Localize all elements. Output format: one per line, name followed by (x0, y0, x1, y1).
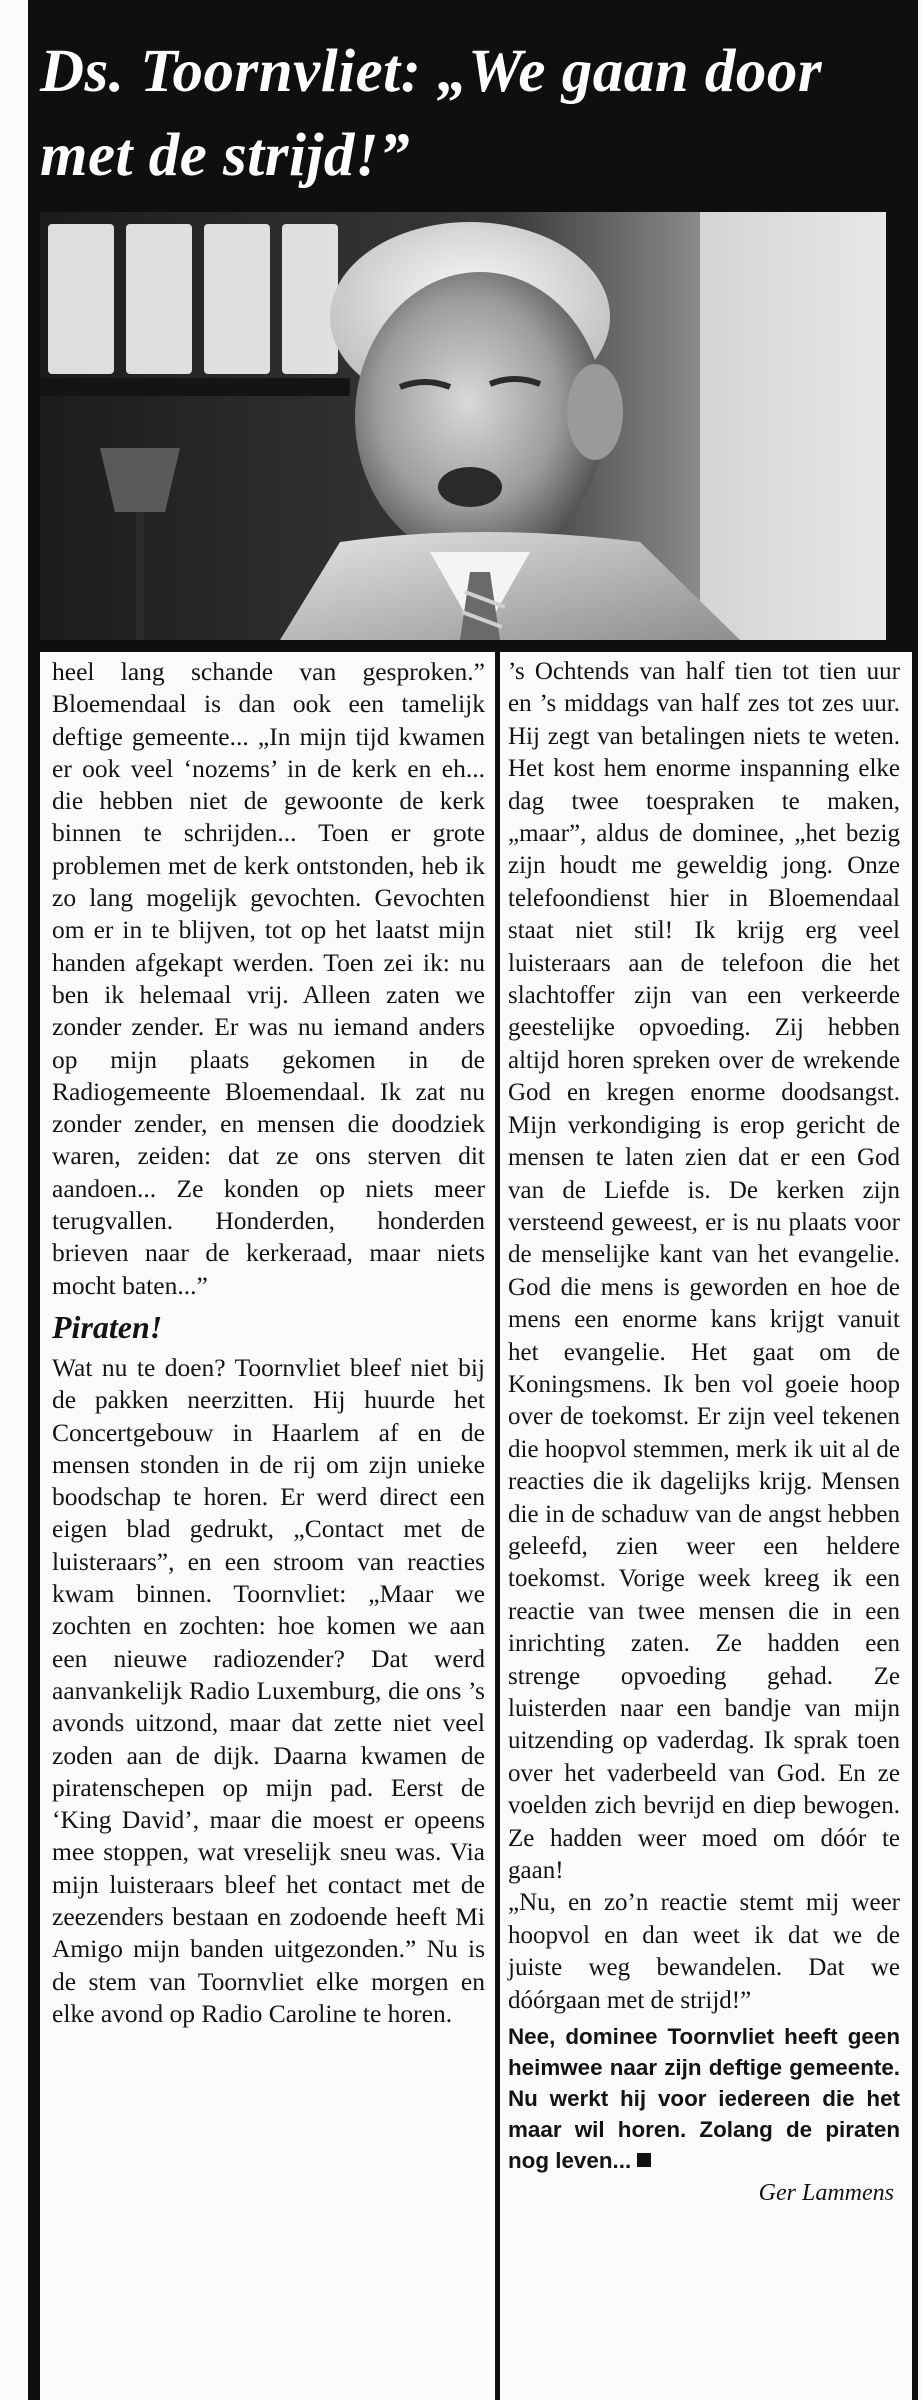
article-headline: Ds. Toornvliet: „We gaan door met de strijd!” (40, 38, 823, 189)
closing-paragraph (508, 2021, 900, 2176)
author-byline: Ger Lammens (758, 2180, 894, 2207)
subheading: Piraten! (52, 1308, 163, 1345)
article-body-text-right: ’s Ochtends van half tien tot tien uur en ’s middags van half zes tot zes uur. Hij zegt van betalingen niets te weten. Het kost hem enorme inspanning elke dag twee toespraken te maken, „maar”, aldus de dominee, „het bezig zijn houdt me geweldig jong. Onze telefoondienst hier in Bloemendaal staat niet stil! Ik krijg erg veel luisteraars aan de telefoon die het slachtoffer zijn van een verkeerde geestelijke opvoeding. Zij hebben altijd horen spreken over de wrekende God en kregen enorme doodsangst. Mijn verkondiging is erop gericht de mensen te laten zien dat er een God van de Liefde is. De kerken zijn versteend geweest, er is nu plaats voor de menselijke kant van het evangelie. God die mens is geworden en hoe de mens een enorme kans krijgt vanuit het evangelie. Het gaat om de Koningsmens. Ik ben vol goeie hoop over de toekomst. Er zijn veel tekenen die hoopvol stemmen, merk ik uit al de reacties die ik dagelijks krijg. Mensen die in de schaduw van de angst hebben geleefd, zien weer een heldere toekomst. Vorige week kreeg ik een reactie van twee mensen die in een inrichting zaten. Ze hadden een strenge opvoeding gehad. Ze luisterden naar een bandje van mijn uitzending op vaderdag. Ik sprak toen over het vaderbeeld van God. En ze voelden zich bevrijd en diep bewogen. Ze hadden weer moed om dóór te gaan! (508, 658, 900, 1885)
article-quote: „Nu, en zo’n reactie stemt mij weer hoopvol en dan weet ik dat we de juiste weg bewandelen. Dat we dóórgaan met de strijd!” (508, 1889, 900, 2014)
article-body-text-left: Wat nu te doen? Toornvliet bleef niet bij de pakken neerzitten. Hij huurde het Concertgebouw in Haarlem af en de mensen stonden in de rij om zijn unieke boodschap te horen. Er werd direct een eigen blad gedrukt, „Contact met de luisteraars”, en een stroom van reacties kwam binnen. Toornvliet: „Maar we zochten en zochten: hoe komen we aan een nieuwe radiozender? Dat werd aanvankelijk Radio Luxemburg, die ons ’s avonds uitzond, maar dat zette niet veel zoden aan de dijk. Daarna kwamen de piratenschepen op mijn pad. Eerst de ‘King David’, maar die moest er opeens mee stoppen, wat vreselijk sneu was. Via mijn luisteraars bleef het contact met de zeezenders bestaan en zodoende heeft Mi Amigo mijn banden uitgezonden.” Nu is de stem van Toornvliet elke morgen en elke avond op Radio Caroline te horen. (52, 1352, 485, 2028)
article-photo (40, 212, 886, 640)
left-column (40, 652, 495, 2400)
end-square-icon (637, 2153, 651, 2167)
portrait-photo-illustration (40, 212, 886, 640)
right-column (500, 652, 912, 2400)
closing-text: Nee, dominee Toornvliet heeft geen heimwee naar zijn deftige gemeente. Nu werkt hij voor iedereen die het maar wil horen. Zolang de piraten nog leven... (508, 2024, 900, 2174)
article-intro-text: heel lang schande van gesproken.” Bloemendaal is dan ook een tamelijk deftige gemeente... „In mijn tijd kwamen er ook veel ‘nozems’ in de kerk en eh... die hebben niet de gewoonte de kerk binnen te schrijden... Toen er grote problemen met de kerk ontstonden, heb ik zo lang mogelijk gevochten. Gevochten om er in te blijven, tot op het laatst mijn handen afgekapt werden. Toen zei ik: nu ben ik helemaal vrij. Alleen zaten we zonder zender. Er was nu iemand anders op mijn plaats gekomen in de Radiogemeente Bloemendaal. Ik zat nu zonder zender, en mensen die doodziek waren, zeiden: dat ze ons sterven dit aandoen... Ze konden op niets meer terugvallen. Honderden, honderden brieven naar de kerkeraad, maar niets mocht baten...” (52, 657, 485, 1300)
